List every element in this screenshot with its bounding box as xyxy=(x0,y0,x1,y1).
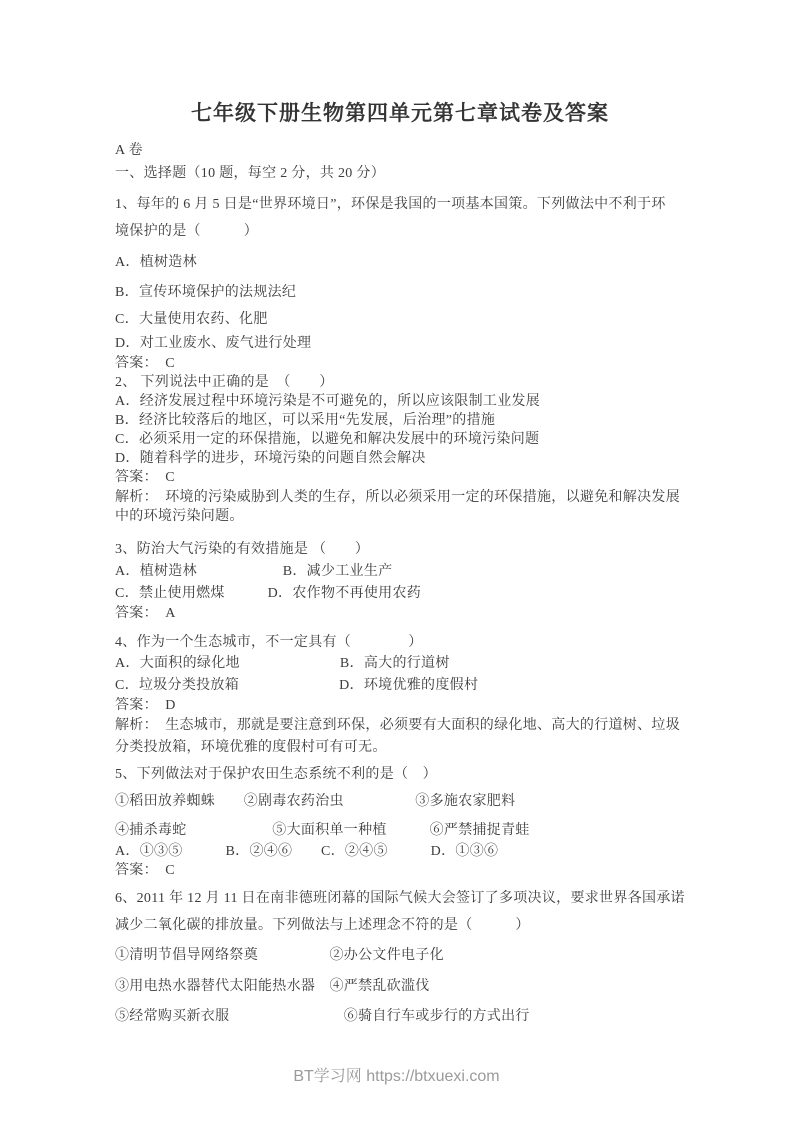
question-1-option-d: D．对工业废水、废气进行处理 xyxy=(115,336,312,351)
question-2-option-d: D．随着科学的进步，环境污染的问题自然会解决 xyxy=(115,451,426,466)
question-5-items-row: ④捕杀毒蛇 ⑤大面积单一种植 ⑥严禁捕捉青蛙 xyxy=(115,823,530,838)
question-3-options-row: C．禁止使用燃煤 D．农作物不再使用农药 xyxy=(115,586,422,601)
question-2-option-b: B．经济比较落后的地区，可以采用“先发展，后治理”的措施 xyxy=(115,413,496,428)
question-4-analysis-cont: 分类投放箱，环境优雅的度假村可有可无。 xyxy=(115,740,387,755)
question-2-answer: 答案： C xyxy=(115,470,175,485)
question-5-options-row: A．①③⑤ B．②④⑥ C．②④⑤ D．①③⑥ xyxy=(115,844,499,859)
question-4-options-row: A．大面积的绿化地 B．高大的行道树 xyxy=(115,656,450,671)
question-4-options-row: C．垃圾分类投放箱 D．环境优雅的度假村 xyxy=(115,678,479,693)
question-3-stem: 3、防治大气污染的有效措施是 （ ） xyxy=(115,542,370,557)
question-1-stem-cont: 境保护的是（ ） xyxy=(115,224,258,239)
page-title: 七年级下册生物第四单元第七章试卷及答案 xyxy=(191,101,609,125)
question-1-answer: 答案： C xyxy=(115,356,175,371)
question-4-stem: 4、作为一个生态城市，不一定具有（ ） xyxy=(115,635,423,650)
question-2-analysis: 解析： 环境的污染威胁到人类的生存，所以必须采用一定的环保措施，以避免和解决发展 xyxy=(115,490,680,505)
question-4-answer: 答案： D xyxy=(115,698,176,713)
question-6-items-row: ⑤经常购买新衣服 ⑥骑自行车或步行的方式出行 xyxy=(115,1009,530,1024)
question-2-option-a: A．经济发展过程中环境污染是不可避免的，所以应该限制工业发展 xyxy=(115,394,541,409)
footer xyxy=(0,1066,793,1088)
footer-site-link[interactable]: BT学习网 https://btxuexi.com xyxy=(293,1068,500,1085)
question-1-option-c: C．大量使用农药、化肥 xyxy=(115,312,268,327)
question-1-stem: 1、每年的 6 月 5 日是“世界环境日”，环保是我国的一项基本国策。下列做法中不利于环 xyxy=(115,197,666,212)
question-6-stem-cont: 减少二氧化碳的排放量。下列做法与上述理念不符的是（ ） xyxy=(115,918,530,933)
question-2-analysis-cont: 中的环境污染问题。 xyxy=(115,509,244,524)
question-5-stem: 5、下列做法对于保护农田生态系统不利的是（ ） xyxy=(115,767,437,782)
question-4-analysis: 解析： 生态城市，那就是要注意到环保，必须要有大面积的绿化地、高大的行道树、垃圾 xyxy=(115,718,680,733)
question-1-option-b: B．宣传环境保护的法规法纪 xyxy=(115,285,297,300)
question-5-items-row: ①稻田放养蜘蛛 ②剧毒农药治虫 ③多施农家肥料 xyxy=(115,794,516,809)
part-header: 一、选择题（10 题，每空 2 分，共 20 分） xyxy=(115,166,385,181)
question-6-stem: 6、2011 年 12 月 11 日在南非德班闭幕的国际气候大会签订了多项决议，要求世界各国承诺 xyxy=(115,891,685,906)
question-3-options-row: A．植树造林 B．减少工业生产 xyxy=(115,564,393,579)
question-3-answer: 答案： A xyxy=(115,606,176,621)
section-label: A 卷 xyxy=(115,143,143,158)
question-6-items-row: ③用电热水器替代太阳能热水器 ④严禁乱砍滥伐 xyxy=(115,979,430,994)
question-5-answer: 答案： C xyxy=(115,863,175,878)
document-content xyxy=(115,141,685,1026)
question-2-option-c: C．必须采用一定的环保措施，以避免和解决发展中的环境污染问题 xyxy=(115,432,540,447)
question-2-stem: 2、 下列说法中正确的是 （ ） xyxy=(115,375,334,390)
question-6-items-row: ①清明节倡导网络祭奠 ②办公文件电子化 xyxy=(115,948,444,963)
question-1-option-a: A．植树造林 xyxy=(115,255,197,270)
